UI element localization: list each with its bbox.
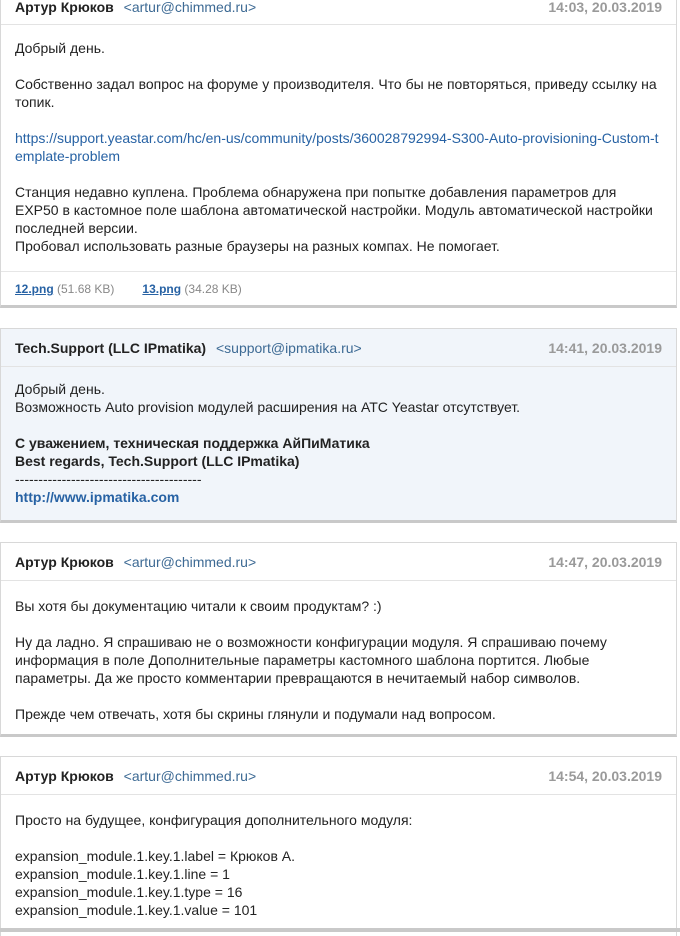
body-paragraph: Вы хотя бы документацию читали к своим продуктам? :) (15, 598, 382, 614)
config-line: expansion_module.1.key.1.label = Крюков А. (15, 848, 296, 864)
attachment-size: (34.28 KB) (184, 282, 242, 296)
message-date: 14:41, 20.03.2019 (548, 339, 662, 356)
body-paragraph: Ну да ладно. Я спрашиваю не о возможности конфигурации модуля. Я спрашиваю почему информация в поле Дополнительные параметры кастомного шаблона портится. Любые параметры. Да же просто комментарии превращаются в нечитаемый набор символов. (15, 634, 611, 686)
sender-email[interactable]: <artur@chimmed.ru> (123, 0, 257, 15)
greeting: Добрый день. (15, 40, 105, 56)
sender (15, 340, 362, 356)
config-line: expansion_module.1.key.1.value = 101 (15, 902, 258, 918)
body-paragraph: Станция недавно куплена. Проблема обнаружена при попытке добавления параметров для EXP50 в кастомное поле шаблона автоматической настройки. Модуль автоматической настройки последней версии. (15, 184, 657, 236)
sender-name: Артур Крюков (15, 0, 114, 15)
signature-divider: ---------------------------------------- (15, 471, 202, 487)
message-1 (0, 0, 677, 308)
greeting: Добрый день. (15, 381, 105, 397)
sender-name: Артур Крюков (15, 767, 114, 784)
attachment[interactable] (15, 282, 114, 296)
attachment[interactable] (142, 282, 241, 296)
config-line: expansion_module.1.key.1.type = 16 (15, 884, 243, 900)
message-3 (0, 542, 677, 737)
window-bottom-edge (0, 928, 680, 932)
sender-name: Артур Крюков (15, 553, 114, 570)
sender (15, 0, 256, 15)
message-4 (0, 756, 677, 936)
sender (15, 554, 256, 570)
message-body (1, 795, 676, 919)
body-paragraph: Прежде чем отвечать, хотя бы скрины глянули и подумали над вопросом. (15, 706, 496, 722)
message-2 (0, 328, 677, 523)
message-header (1, 329, 676, 367)
message-header (1, 757, 676, 795)
signature-ru: С уважением, техническая поддержка АйПиМатика (15, 435, 370, 451)
message-date: 14:54, 20.03.2019 (548, 767, 662, 784)
sender-email[interactable]: <support@ipmatika.ru> (215, 339, 362, 356)
message-body (1, 367, 676, 506)
message-header (1, 0, 676, 25)
body-paragraph: Просто на будущее, конфигурация дополнительного модуля: (15, 812, 413, 828)
body-paragraph: Возможность Auto provision модулей расширения на АТС Yeastar отсутствует. (15, 399, 521, 415)
attachment-link[interactable]: 13.png (142, 282, 182, 296)
message-header (1, 543, 676, 581)
sender-email[interactable]: <artur@chimmed.ru> (123, 553, 257, 570)
body-paragraph: Собственно задал вопрос на форуме у производителя. Что бы не повторяться, приведу ссылку на топик. (15, 76, 661, 110)
sender-email[interactable]: <artur@chimmed.ru> (123, 767, 257, 784)
sender-name: Tech.Support (LLC IPmatika) (15, 339, 207, 356)
attachments-bar (1, 271, 676, 306)
config-line: expansion_module.1.key.1.line = 1 (15, 866, 230, 882)
message-body (1, 25, 676, 255)
message-body (1, 581, 676, 723)
attachment-size: (51.68 KB) (57, 282, 115, 296)
message-date: 14:03, 20.03.2019 (548, 0, 662, 15)
company-website-link[interactable]: http://www.ipmatika.com (15, 489, 180, 505)
signature-en: Best regards, Tech.Support (LLC IPmatika) (15, 453, 300, 469)
message-date: 14:47, 20.03.2019 (548, 553, 662, 570)
body-paragraph: Пробовал использовать разные браузеры на разных компах. Не помогает. (15, 238, 500, 254)
sender (15, 768, 256, 784)
forum-topic-link[interactable]: https://support.yeastar.com/hc/en-us/community/posts/360028792994-S300-Auto-provisioning-Custom-template-problem (15, 130, 659, 164)
attachment-link[interactable]: 12.png (15, 282, 54, 296)
